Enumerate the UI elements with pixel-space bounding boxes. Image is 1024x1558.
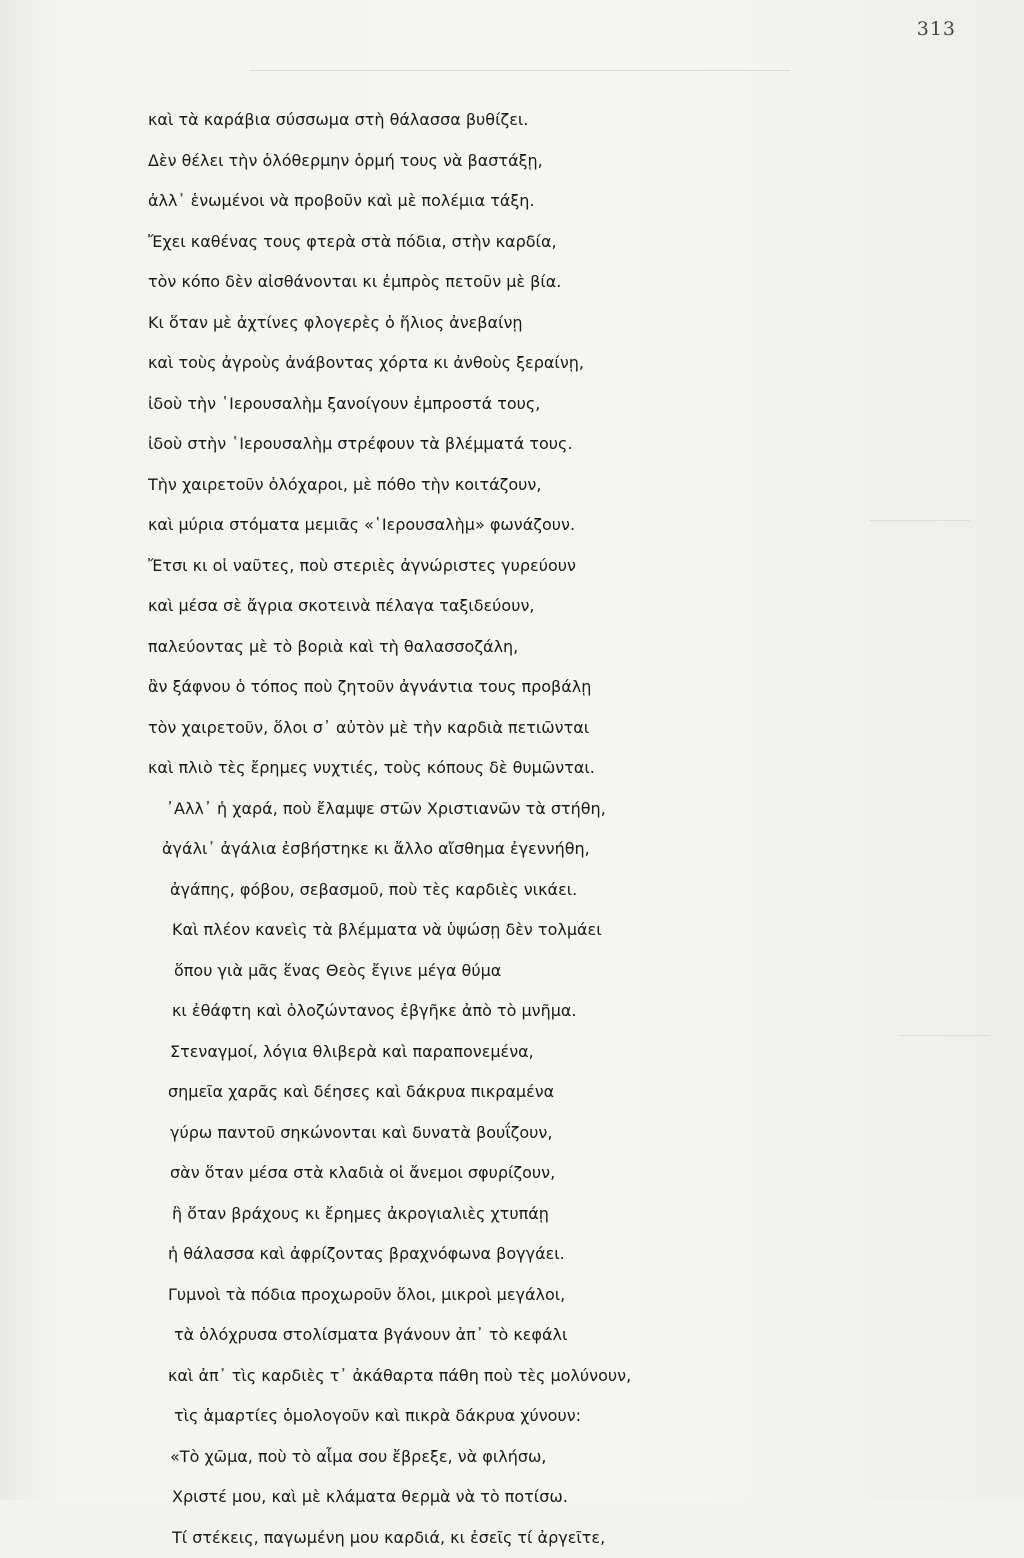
poem-line: Ἔχει καθένας τους φτερὰ στὰ πόδια, στὴν καρδία, bbox=[148, 222, 1008, 263]
poem-line: ᾽Αλλ᾽ ἡ χαρά, ποὺ ἔλαμψε στῶν Χριστιανῶν τὰ στήθη, bbox=[148, 789, 1008, 830]
poem-line: «Τὸ χῶμα, ποὺ τὸ αἷμα σου ἔβρεξε, νὰ φιλήσω, bbox=[148, 1437, 1008, 1478]
poem-line: τὸν χαιρετοῦν, ὅλοι σ᾽ αὐτὸν μὲ τὴν καρδιὰ πετιῶνται bbox=[148, 708, 1008, 749]
poem-line: ἢ ὅταν βράχους κι ἔρημες ἀκρογιαλιὲς χτυπάῃ bbox=[148, 1194, 1008, 1235]
poem-line: Στεναγμοί, λόγια θλιβερὰ καὶ παραπονεμένα, bbox=[148, 1032, 1008, 1073]
poem-line: Δὲν θέλει τὴν ὁλόθερμην ὁρμή τους νὰ βαστάξῃ, bbox=[148, 141, 1008, 182]
poem-line: ἀγάλι᾽ ἀγάλια ἐσβήστηκε κι ἄλλο αἴσθημα ἐγεννήθη, bbox=[148, 829, 1008, 870]
poem-line: ἰδοὺ τὴν ῾Ιερουσαλὴμ ξανοίγουν ἐμπροστά τους, bbox=[148, 384, 1008, 425]
poem-line: παλεύοντας μὲ τὸ βοριὰ καὶ τὴ θαλασσοζάλη, bbox=[148, 627, 1008, 668]
poem-line: ἀγάπης, φόβου, σεβασμοῦ, ποὺ τὲς καρδιὲς νικάει. bbox=[148, 870, 1008, 911]
poem-line: καὶ τὰ καράβια σύσσωμα στὴ θάλασσα βυθίζει. bbox=[148, 100, 1008, 141]
poem-line: Χριστέ μου, καὶ μὲ κλάματα θερμὰ νὰ τὸ ποτίσω. bbox=[148, 1477, 1008, 1518]
poem-line: καὶ τοὺς ἀγροὺς ἀνάβοντας χόρτα κι ἀνθοὺς ξεραίνῃ, bbox=[148, 343, 1008, 384]
bleed-through-mark bbox=[250, 70, 790, 85]
poem-line: Ἔτσι κι οἱ ναῦτες, ποὺ στεριὲς ἀγνώριστες γυρεύουν bbox=[148, 546, 1008, 587]
page-number: 313 bbox=[917, 18, 956, 40]
poem-line: Καὶ πλέον κανεὶς τὰ βλέμματα νὰ ὑψώσῃ δὲν τολμάει bbox=[148, 910, 1008, 951]
poem-line: ἰδοὺ στὴν ῾Ιερουσαλὴμ στρέφουν τὰ βλέμματά τους. bbox=[148, 424, 1008, 465]
poem-line: Κι ὅταν μὲ ἀχτίνες φλογερὲς ὁ ἥλιος ἀνεβαίνῃ bbox=[148, 303, 1008, 344]
poem-line: καὶ μέσα σὲ ἄγρια σκοτεινὰ πέλαγα ταξιδεύουν, bbox=[148, 586, 1008, 627]
poem-line: σὰν ὅταν μέσα στὰ κλαδιὰ οἱ ἄνεμοι σφυρίζουν, bbox=[148, 1153, 1008, 1194]
poem-line: Τί στέκεις, παγωμένη μου καρδιά, κι ἐσεῖς τί ἀργεῖτε, bbox=[148, 1518, 1008, 1558]
poem-line: ἡ θάλασσα καὶ ἀφρίζοντας βραχνόφωνα βογγάει. bbox=[148, 1234, 1008, 1275]
poem-line: τὸν κόπο δὲν αἰσθάνονται κι ἐμπρὸς πετοῦν μὲ βία. bbox=[148, 262, 1008, 303]
poem-line: καὶ ἀπ᾽ τὶς καρδιὲς τ᾽ ἀκάθαρτα πάθη ποὺ τὲς μολύνουν, bbox=[148, 1356, 1008, 1397]
poem-line: Τὴν χαιρετοῦν ὁλόχαροι, μὲ πόθο τὴν κοιτάζουν, bbox=[148, 465, 1008, 506]
poem-line: τὶς ἁμαρτίες ὁμολογοῦν καὶ πικρὰ δάκρυα χύνουν: bbox=[148, 1396, 1008, 1437]
poem-line: καὶ μύρια στόματα μεμιᾶς «῾Ιερουσαλὴμ» φωνάζουν. bbox=[148, 505, 1008, 546]
poem-line: σημεῖα χαρᾶς καὶ δέησες καὶ δάκρυα πικραμένα bbox=[148, 1072, 1008, 1113]
poem-line: γύρω παντοῦ σηκώνονται καὶ δυνατὰ βουΐζουν, bbox=[148, 1113, 1008, 1154]
poem-line: καὶ πλιὸ τὲς ἔρημες νυχτιές, τοὺς κόπους δὲ θυμῶνται. bbox=[148, 748, 1008, 789]
poem-text bbox=[148, 100, 1008, 1558]
poem-line: τὰ ὁλόχρυσα στολίσματα βγάνουν ἀπ᾽ τὸ κεφάλι bbox=[148, 1315, 1008, 1356]
poem-line: ὅπου γιὰ μᾶς ἕνας Θεὸς ἔγινε μέγα θύμα bbox=[148, 951, 1008, 992]
poem-line: κι ἐθάφτη καὶ ὁλοζώντανος ἐβγῆκε ἀπὸ τὸ μνῆμα. bbox=[148, 991, 1008, 1032]
poem-line: ἀλλ᾽ ἑνωμένοι νὰ προβοῦν καὶ μὲ πολέμια τάξη. bbox=[148, 181, 1008, 222]
poem-line: Γυμνοὶ τὰ πόδια προχωροῦν ὅλοι, μικροὶ μεγάλοι, bbox=[148, 1275, 1008, 1316]
poem-line: ἂν ξάφνου ὁ τόπος ποὺ ζητοῦν ἀγνάντια τους προβάλῃ bbox=[148, 667, 1008, 708]
